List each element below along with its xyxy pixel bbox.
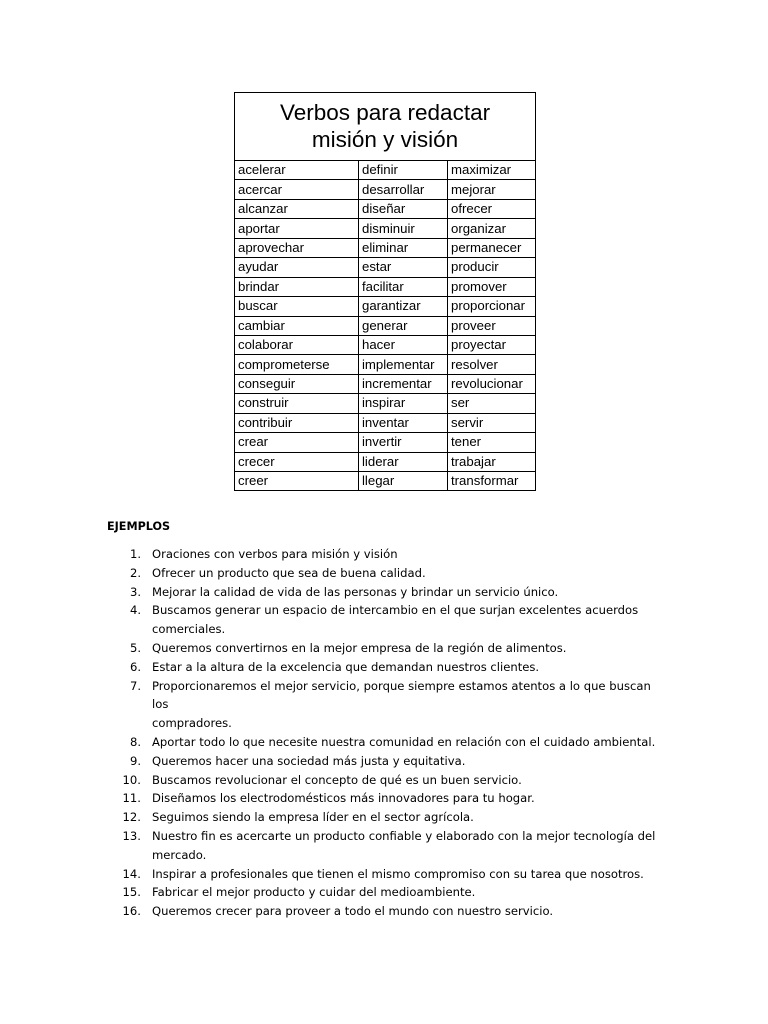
table-cell: servir [448, 413, 536, 432]
list-item [107, 658, 667, 677]
list-item [107, 789, 667, 808]
table-cell: disminuir [359, 219, 448, 238]
table-cell: brindar [235, 277, 359, 296]
list-item-number: 9. [129, 753, 141, 768]
table-row [235, 277, 536, 296]
list-item-number: 12. [122, 810, 141, 825]
table-cell: eliminar [359, 238, 448, 257]
list-item-number: 6. [129, 659, 141, 674]
table-cell: promover [448, 277, 536, 296]
table-cell: hacer [359, 335, 448, 354]
list-item-text: Mejorar la calidad de vida de las personas y brindar un servicio único. [152, 584, 559, 599]
table-cell: proporcionar [448, 297, 536, 316]
list-item [107, 902, 667, 921]
list-item-text: Oraciones con verbos para misión y visión [152, 547, 398, 561]
table-cell: generar [359, 316, 448, 335]
table-cell: permanecer [448, 238, 536, 257]
table-cell: garantizar [359, 297, 448, 316]
list-item-number: 7. [129, 678, 141, 693]
list-item [107, 752, 667, 771]
table-cell: estar [359, 258, 448, 277]
table-row [235, 452, 536, 471]
table-cell: aportar [235, 219, 359, 238]
list-item-text: Diseñamos los electrodomésticos más innovadores para tu hogar. [152, 791, 535, 806]
table-cell: mejorar [448, 180, 536, 199]
table-cell: trabajar [448, 452, 536, 471]
list-item-text: Fabricar el mejor producto y cuidar del medioambiente. [152, 885, 476, 900]
table-row [235, 433, 536, 452]
list-item-text: compradores. [152, 716, 232, 731]
table-row [235, 394, 536, 413]
list-item-text: Inspirar a profesionales que tienen el mismo compromiso con su tarea que nosotros. [152, 866, 644, 881]
table-cell: llegar [359, 472, 448, 491]
table-cell: alcanzar [235, 199, 359, 218]
list-item [107, 808, 667, 827]
table-cell: revolucionar [448, 374, 536, 393]
table-cell: proyectar [448, 335, 536, 354]
table-cell: producir [448, 258, 536, 277]
table-cell: colaborar [235, 335, 359, 354]
table-title-row [235, 93, 536, 161]
list-item-number: 15. [122, 885, 141, 900]
table-title-line-1: Verbos para redactar [279, 99, 491, 125]
list-item-text: Seguimos siendo la empresa líder en el sector agrícola. [152, 810, 474, 825]
table-cell: crecer [235, 452, 359, 471]
list-item [107, 883, 667, 902]
table-cell: diseñar [359, 199, 448, 218]
verb-table-body [235, 161, 536, 491]
list-item [107, 639, 667, 658]
list-item-text: Queremos convertirnos en la mejor empresa de la región de alimentos. [152, 640, 567, 655]
table-cell: comprometerse [235, 355, 359, 374]
table-cell: creer [235, 472, 359, 491]
table-cell: organizar [448, 219, 536, 238]
table-cell: crear [235, 433, 359, 452]
list-item-number: 2. [129, 565, 141, 580]
examples-section [107, 519, 667, 921]
table-cell: maximizar [448, 161, 536, 180]
list-item-number: 8. [129, 734, 141, 749]
list-item-text: Buscamos revolucionar el concepto de qué es un buen servicio. [152, 772, 522, 787]
table-row [235, 161, 536, 180]
examples-list [107, 545, 667, 921]
table-title-line-2: misión y visión [311, 126, 459, 152]
list-item-number: 3. [129, 584, 141, 599]
list-item-number: 16. [122, 904, 141, 919]
table-cell: incrementar [359, 374, 448, 393]
table-title [235, 93, 536, 161]
list-item [107, 601, 667, 639]
table-cell: invertir [359, 433, 448, 452]
table-row [235, 180, 536, 199]
table-cell: ofrecer [448, 199, 536, 218]
table-cell: inventar [359, 413, 448, 432]
table-cell: ser [448, 394, 536, 413]
table-cell: tener [448, 433, 536, 452]
table-cell: desarrollar [359, 180, 448, 199]
table-row [235, 355, 536, 374]
table-row [235, 297, 536, 316]
table-cell: conseguir [235, 374, 359, 393]
table-cell: liderar [359, 452, 448, 471]
list-item-number: 11. [122, 791, 141, 806]
examples-heading: EJEMPLOS [107, 520, 171, 533]
list-item [107, 564, 667, 583]
table-cell: ayudar [235, 258, 359, 277]
list-item-number: 1. [129, 547, 141, 561]
list-item-text: Nuestro fin es acercarte un producto confiable y elaborado con la mejor tecnología del [152, 828, 656, 843]
table-cell: proveer [448, 316, 536, 335]
list-item-number: 4. [129, 603, 141, 618]
list-item-number: 10. [122, 772, 141, 787]
table-row [235, 238, 536, 257]
list-item-number: 5. [129, 640, 141, 655]
list-item [107, 583, 667, 602]
table-cell: transformar [448, 472, 536, 491]
table-cell: facilitar [359, 277, 448, 296]
list-item [107, 771, 667, 790]
verb-table-container [234, 92, 535, 491]
list-item-text: comerciales. [152, 622, 226, 637]
table-row [235, 219, 536, 238]
table-cell: buscar [235, 297, 359, 316]
table-cell: contribuir [235, 413, 359, 432]
list-item-text: Buscamos generar un espacio de intercambio en el que surjan excelentes acuerdos [152, 603, 639, 618]
table-row [235, 258, 536, 277]
list-item-text: Queremos crecer para proveer a todo el mundo con nuestro servicio. [152, 904, 554, 919]
table-cell: acercar [235, 180, 359, 199]
list-item [107, 545, 667, 564]
table-row [235, 472, 536, 491]
table-cell: resolver [448, 355, 536, 374]
list-item-text: mercado. [152, 847, 207, 862]
table-cell: inspirar [359, 394, 448, 413]
table-cell: cambiar [235, 316, 359, 335]
list-item-text: Estar a la altura de la excelencia que demandan nuestros clientes. [152, 659, 540, 674]
table-row [235, 335, 536, 354]
table-row [235, 316, 536, 335]
table-cell: implementar [359, 355, 448, 374]
table-cell: definir [359, 161, 448, 180]
list-item-text: Aportar todo lo que necesite nuestra comunidad en relación con el cuidado ambiental. [152, 734, 656, 749]
table-cell: construir [235, 394, 359, 413]
list-item-text: Ofrecer un producto que sea de buena calidad. [152, 565, 426, 580]
list-item-number: 14. [122, 866, 141, 881]
table-row [235, 374, 536, 393]
list-item [107, 827, 667, 865]
list-item [107, 733, 667, 752]
list-item [107, 865, 667, 884]
table-row [235, 199, 536, 218]
table-row [235, 413, 536, 432]
list-item-text: Queremos hacer una sociedad más justa y equitativa. [152, 753, 466, 768]
list-item-text: Proporcionaremos el mejor servicio, porque siempre estamos atentos a lo que buscan los [152, 678, 651, 712]
table-cell: acelerar [235, 161, 359, 180]
table-cell: aprovechar [235, 238, 359, 257]
list-item [107, 677, 667, 733]
verb-table [234, 92, 536, 491]
list-item-number: 13. [122, 828, 141, 843]
